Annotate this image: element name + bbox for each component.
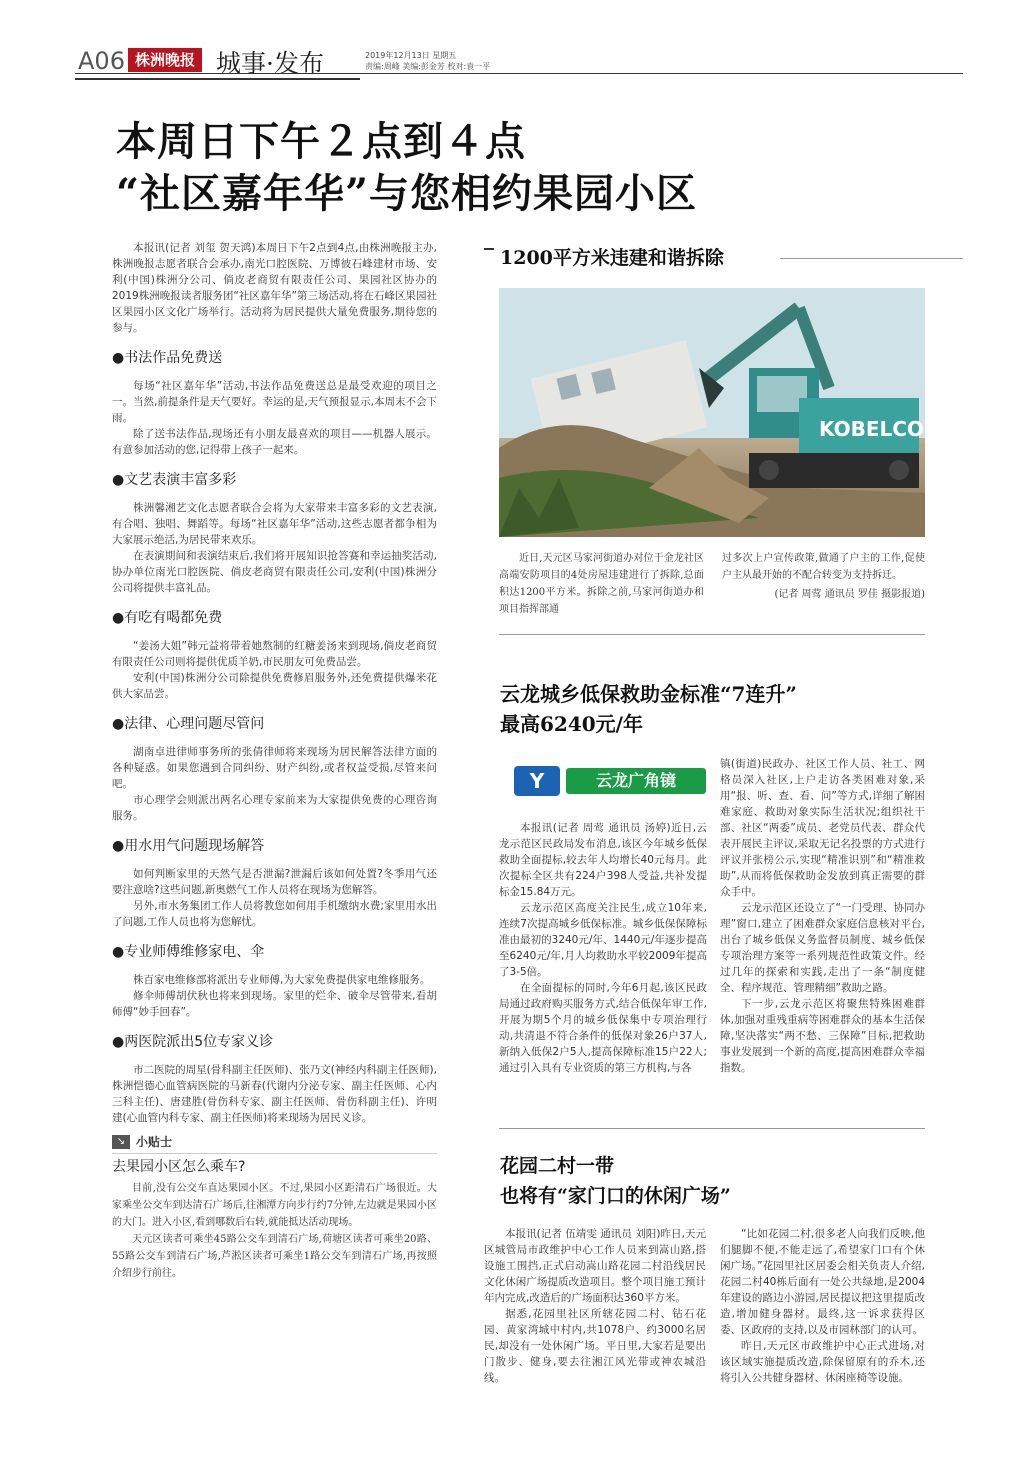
section-heading: ●书法作品免费送	[112, 350, 223, 366]
plaza-title-line2: 也将有“家门口的休闲广场”	[500, 1185, 731, 1207]
paragraph: 镇(街道)民政办、社区工作人员、社工、网格员深入社区,上户走访各类困难对象,采用“报、听、查、看、问”等方式,详细了解困难家庭、救助对象实际生活状况;组织社干部、社区“两委”成员、老党员代表、群众代表开展民主评议,采取无记名投票的方式进行评议并张榜公示,实现“精准识别”和“精准救助”,从而将低保救助金发放到真正需要的群众手中。	[720, 758, 925, 898]
page-number: A06	[78, 47, 125, 75]
paragraph: 在表演期间和表演结束后,我们将开展知识抢答赛和幸运抽奖活动,协办单位南光口腔医院、倘皮老商贸有限责任公司,安利(中国)株洲分公司将提供丰富礼品。	[112, 550, 437, 594]
paragraph: 本报讯(记者 伍靖雯 通讯员 刘阳)昨日,天元区城管局市政维护中心工作人员来到嵩山路,搭设施工围挡,正式启动嵩山路花园二村沿线居民文化休闲广场提质改造项目。整个项目施工预计年内完成,改造后的广场面积达360平方米。	[484, 1228, 706, 1304]
plaza-title-line1: 花园二村一带	[500, 1155, 615, 1177]
tip-title: 去果园小区怎么乘车?	[112, 1159, 246, 1175]
tip-header	[112, 1134, 437, 1154]
paragraph: 湖南卓进律师事务所的张倩律师将来现场为居民解答法律方面的各种疑惑。如果您遇到合同纠纷、财产纠纷,或者权益受损,尽管来问吧。	[112, 746, 437, 790]
title-dash	[484, 248, 494, 250]
title-rule	[780, 258, 963, 259]
paragraph: “比如花园二村,很多老人向我们反映,他们腿脚不便,不能走远了,希望家门口有个休闲广场。”花园里社区居委会相关负责人介绍,花园二村40栋后面有一处公共绿地,是2004年建设的路边小游园,居民提议把这里提质改造,增加健身器材。最终,这一诉求获得区委、区政府的支持,以及市园林部门的认可。	[720, 1228, 925, 1336]
plaza-column-1	[484, 1226, 706, 1386]
story-divider-2	[499, 1128, 925, 1129]
paragraph: 修伞师傅胡伏秋也将来到现场。家里的烂伞、破伞尽管带来,看胡师傅“妙手回春”。	[112, 990, 437, 1018]
dibao-title-line2: 最高6240元/年	[500, 712, 643, 736]
tip-label: 小贴士	[136, 1135, 173, 1149]
intro-paragraph: 本报讯(记者 刘玺 贺天鸿)本周日下午2点到4点,由株洲晚报主办,株洲晚报志愿者联合会承办,南光口腔医院、万博彼石峰建材市场、安利(中国)株洲分公司、倘皮老商贸有限责任公司、果园社区协办的2019株洲晚报读者服务团“社区嘉年华”第三场活动,将在石峰区果园社区果园小区文化广场举行。活动将为居民提供大量免费服务,期待您的参与。	[112, 242, 437, 334]
date-line: 2019年12月13日 星期五	[365, 51, 457, 60]
plaza-column-2	[720, 1226, 925, 1386]
section-name: 城事·发布	[216, 49, 324, 78]
arrow-icon: ↘	[112, 1135, 130, 1149]
story-divider-1	[499, 634, 925, 635]
left-sections	[112, 350, 437, 1126]
yl-logo-icon: Y	[514, 766, 560, 796]
section-heading: ●两医院派出5位专家义诊	[112, 1034, 274, 1050]
paragraph: 每场“社区嘉年华”活动,书法作品免费送总是最受欢迎的项目之一。当然,前提条件是天气要好。幸运的是,天气预报显示,本周末不会下雨。	[112, 380, 438, 424]
paragraph: 在全面提标的同时,今年6月起,该区民政局通过政府购买服务方式,结合低保年审工作,开展为期5个月的城乡低保集中专项治理行动,共清退不符合条件的低保对象26户37人,新纳入低保2户5人,提高保障标准15户22人;通过引入具有专业资质的第三方机构,与各	[499, 982, 707, 1074]
paragraph: 株洲馨湘艺文化志愿者联合会将为大家带来丰富多彩的文艺表演,有合唱、独唱、舞蹈等。每场“社区嘉年华”活动,这些志愿者都争相为大家展示绝活,为居民带来欢乐。	[112, 502, 437, 546]
main-title-line1: 本周日下午２点到４点	[116, 118, 526, 165]
paragraph: 如何判断家里的天然气是否泄漏?泄漏后该如何处置?冬季用气还要注意啥?这些问题,新奥燃气工作人员将在现场为您解答。	[112, 868, 437, 896]
section-heading: ●用水用气问题现场解答	[112, 838, 265, 854]
excavator-photo	[499, 288, 925, 537]
section-heading: ●文艺表演丰富多彩	[112, 472, 237, 488]
dibao-column-1	[499, 820, 707, 1076]
editors-line: 责编:周峰 美编:彭金芳 校对:袁一平	[365, 62, 491, 71]
header-rule-bold	[75, 78, 360, 80]
paragraph: 市二医院的周星(骨科副主任医师)、张乃文(神经内科副主任医师),株洲恺德心血管病医院的马新春(代谢内分泌专家、副主任医师、心内三科主任)、唐建胜(骨伤科专家、副主任医师、骨伤科副主任)、许明建(心血管内科专家、副主任医师)将来现场为居民义诊。	[112, 1064, 437, 1124]
dibao-column-2	[720, 756, 925, 1076]
section-heading: ●专业师傅维修家电、伞	[112, 944, 265, 960]
paragraph: 昨日,天元区市政维护中心正式进场,对该区域实施提质改造,除保留原有的乔木,还将引入公共健身器材、休闲座椅等设施。	[720, 1340, 925, 1384]
column-banner	[514, 764, 716, 800]
caption-left: 近日,天元区马家河街道办对位于金龙社区高端安防项目的4处房屋违建进行了拆除,总面积达1200平方米。拆除之前,马家河街道办和项目指挥部通	[499, 553, 704, 615]
paragraph: 本报讯(记者 周莺 通讯员 汤婷)近日,云龙示范区民政局发布消息,该区今年城乡低保救助全面提标,较去年人均增长40元每月。此次提标全区共有224户398人受益,共补发提标金15.84万元。	[499, 822, 707, 898]
paragraph: 据悉,花园里社区所辖花园二村、钻石花园、黄家湾城中村内,共1078户、约3000名居民,却没有一处休闲广场。平日里,大家若是要出门散步、健身,要去往湘江风光带或神农城沿线。	[484, 1308, 706, 1384]
paragraph: 安利(中国)株洲分公司除提供免费修眉服务外,还免费提供爆米花供大家品尝。	[112, 672, 437, 700]
tip-body	[112, 1180, 437, 1282]
demolition-title: 1200平方米违建和谐拆除	[500, 247, 724, 269]
dibao-title-line1: 云龙城乡低保救助金标准“7连升”	[500, 682, 797, 706]
paragraph: 天元区读者可乘坐45路公交车到清石广场,荷塘区读者可乘坐20路、55路公交车到清石广场,芦淞区读者可乘坐1路公交车到清石广场,再按照介绍步行前往。	[112, 1234, 437, 1279]
banner-label: 云龙广角镜	[566, 768, 706, 794]
excavator-brand: KOBELCO	[819, 417, 924, 441]
left-column	[112, 240, 437, 1282]
main-title-line2: “社区嘉年华”与您相约果园小区	[116, 170, 698, 217]
header-rule	[75, 73, 963, 74]
excavator-illustration	[499, 288, 925, 537]
paragraph: 市心理学会则派出两名心理专家前来为大家提供免费的心理咨询服务。	[112, 794, 437, 822]
paragraph: 云龙示范区还设立了“一门受理、协同办理”窗口,建立了困难群众家庭信息核对平台,出台了城乡低保义务监督员制度、城乡低保专项治理方案等一系列规范性政策文件。经过几年的探索和实践,走出了一条“制度健全、程序规范、管理精细”救助之路。	[720, 902, 925, 994]
section-heading: ●有吃有喝都免费	[112, 610, 223, 626]
header-meta	[365, 50, 490, 72]
paragraph: 目前,没有公交车直达果园小区。不过,果园小区距清石广场很近。大家乘坐公交车到达清石广场后,往湘潭方向步行约7分钟,左边就是果园小区的大门。进入小区,看到哪数后右转,就能抵达活动现场。	[112, 1183, 437, 1228]
caption-right: 过多次上户宣传政策,做通了户主的工作,促使户主从最开始的不配合转变为支持拆迁。 (记者 周莺 通讯员 罗佳 摄影报道)	[722, 550, 925, 603]
paragraph: 云龙示范区高度关注民生,成立10年来,连续7次提高城乡低保标准。城乡低保保障标准由最初的3240元/年、1440元/年逐步提高至6240元/年,月人均救助水平较2009年提高了3-5倍。	[499, 902, 707, 978]
paragraph: 株百家电维修部将派出专业师傅,为大家免费提供家电维修服务。	[133, 974, 431, 986]
paragraph: 另外,市水务集团工作人员将教您如何用手机缴纳水费;家里用水出了问题,工作人员也将为您解忧。	[112, 900, 437, 928]
paragraph: “姜汤大姐”韩元益将带着她熬制的红糖姜汤来到现场,倘皮老商贸有限责任公司则将提供优质羊奶,市民朋友可免费品尝。	[112, 640, 437, 668]
photo-credit: (记者 周莺 通讯员 罗佳 摄影报道)	[774, 589, 925, 600]
newspaper-logo: 株洲晚报	[128, 48, 202, 72]
paragraph: 下一步,云龙示范区将聚焦特殊困难群体,加强对重残重病等困难群众的基本生活保障,坚决落实“两不愁、三保障”目标,把救助事业发展到一个新的高度,提高困难群众幸福指数。	[720, 998, 925, 1074]
section-heading: ●法律、心理问题尽管问	[112, 716, 265, 732]
paragraph: 除了送书法作品,现场还有小朋友最喜欢的项目——机器人展示。有意参加活动的您,记得带上孩子一起来。	[112, 428, 437, 456]
